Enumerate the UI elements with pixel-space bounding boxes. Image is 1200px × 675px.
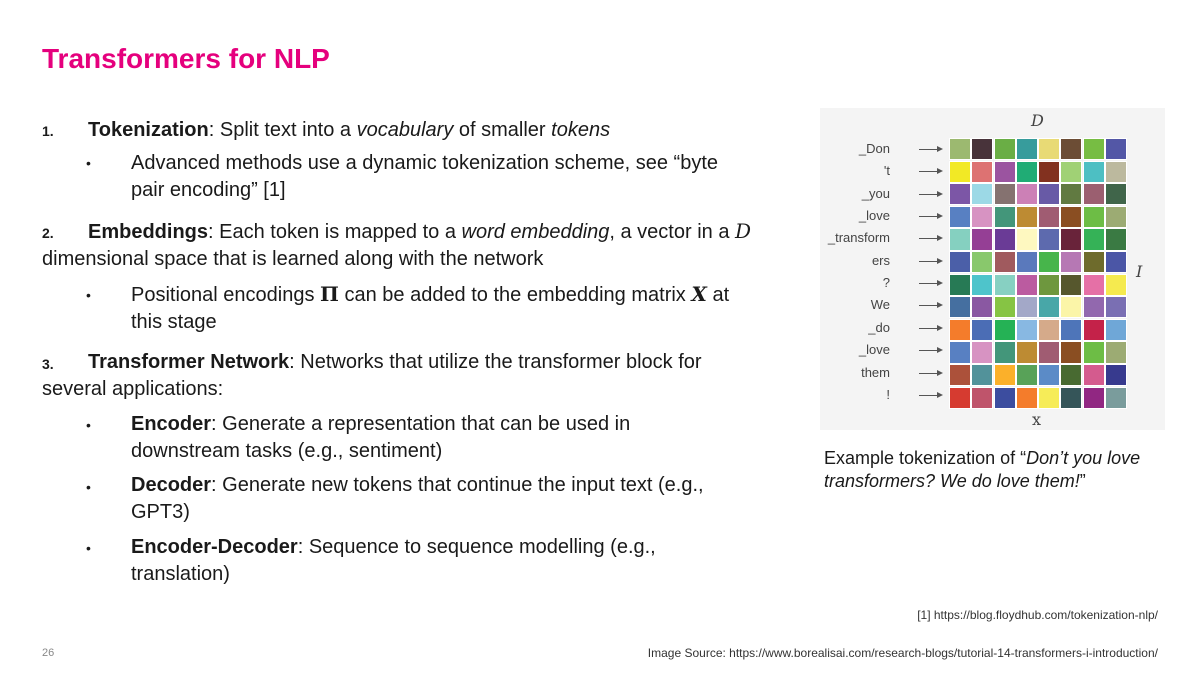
embedding-cell <box>1038 183 1060 205</box>
embedding-cell <box>1060 296 1082 318</box>
embedding-cell <box>994 364 1016 386</box>
sub-item-decoder: Decoder: Generate new tokens that continue the input text (e.g., GPT3) <box>131 474 704 523</box>
item-heading: Transformer Network <box>88 351 290 373</box>
token-label: _love <box>858 208 890 224</box>
token-label: ? <box>882 275 890 291</box>
embedding-cell <box>1083 183 1105 205</box>
i-axis-label: I <box>1136 262 1143 281</box>
token-label: ! <box>886 386 890 402</box>
embedding-cell <box>994 274 1016 296</box>
embedding-cell <box>1105 274 1127 296</box>
embedding-cell <box>949 364 971 386</box>
embedding-cell <box>1016 296 1038 318</box>
embedding-cell <box>1060 251 1082 273</box>
arrow-icon <box>919 328 941 329</box>
embedding-cell <box>1060 138 1082 160</box>
embedding-cell <box>1083 228 1105 250</box>
sub-item: Positional encodings Π can be added to the embedding matrix X at this stage <box>131 282 730 333</box>
embedding-cell <box>971 387 993 409</box>
slide-title: Transformers for NLP <box>42 43 330 74</box>
embedding-cell <box>1038 206 1060 228</box>
embedding-cell <box>1016 274 1038 296</box>
arrow-icon <box>919 171 941 172</box>
embedding-cell <box>1016 183 1038 205</box>
embedding-cell <box>1016 161 1038 183</box>
embedding-cell <box>1060 387 1082 409</box>
arrow-icon <box>919 305 941 306</box>
embedding-cell <box>994 296 1016 318</box>
embedding-cell <box>1016 387 1038 409</box>
token-label: _Don <box>858 141 890 156</box>
embedding-cell <box>1060 341 1082 363</box>
arrow-icon <box>919 216 941 217</box>
item-number: 1. <box>42 123 54 139</box>
embedding-cell <box>949 183 971 205</box>
embedding-cell <box>971 183 993 205</box>
token-label: them <box>861 364 890 380</box>
bullet: • <box>86 479 91 495</box>
embedding-cell <box>1038 138 1060 160</box>
embedding-cell <box>1105 319 1127 341</box>
item-heading: Tokenization <box>88 119 209 141</box>
embedding-cell <box>1060 183 1082 205</box>
embedding-cell <box>1105 183 1127 205</box>
embedding-cell <box>1016 319 1038 341</box>
image-source: Image Source: https://www.borealisai.com/research-blogs/tutorial-14-transformers-i-introduction/ <box>647 646 1158 660</box>
embedding-cell <box>971 341 993 363</box>
embedding-cell <box>949 228 971 250</box>
embedding-cell <box>994 319 1016 341</box>
embedding-cell <box>1105 341 1127 363</box>
embedding-cell <box>971 228 993 250</box>
embedding-cell <box>1105 296 1127 318</box>
x-axis-label: x <box>1032 410 1042 429</box>
embedding-cell <box>994 228 1016 250</box>
sub-item: Advanced methods use a dynamic tokenization scheme, see “byte pair encoding” [1] <box>131 152 718 201</box>
arrow-icon <box>919 283 941 284</box>
embedding-cell <box>1083 206 1105 228</box>
embedding-cell <box>971 206 993 228</box>
item-number: 2. <box>42 225 54 241</box>
embedding-cell <box>1038 364 1060 386</box>
embedding-cell <box>994 138 1016 160</box>
bullet: • <box>86 155 91 171</box>
sub-item-encoder-decoder: Encoder-Decoder: Sequence to sequence modelling (e.g., translation) <box>131 536 656 585</box>
embedding-cell <box>949 387 971 409</box>
embedding-cell <box>1038 274 1060 296</box>
embedding-cell <box>971 251 993 273</box>
embedding-cell <box>949 206 971 228</box>
token-label: 't <box>883 163 890 179</box>
item-heading: Embeddings <box>88 221 209 243</box>
arrow-icon <box>919 238 941 239</box>
embedding-cell <box>1083 138 1105 160</box>
embedding-cell <box>949 296 971 318</box>
embedding-cell <box>994 387 1016 409</box>
embedding-cell <box>1016 341 1038 363</box>
embedding-cell <box>1105 387 1127 409</box>
embedding-cell <box>971 138 993 160</box>
item-number: 3. <box>42 356 54 372</box>
embedding-cell <box>949 319 971 341</box>
arrow-icon <box>919 149 941 150</box>
embedding-cell <box>1038 341 1060 363</box>
embedding-cell <box>1105 138 1127 160</box>
footnote: [1] https://blog.floydhub.com/tokenization-nlp/ <box>917 608 1158 622</box>
embedding-cell <box>1083 341 1105 363</box>
embedding-cell <box>1083 319 1105 341</box>
embedding-cell <box>1016 251 1038 273</box>
embedding-cell <box>1083 387 1105 409</box>
embedding-cell <box>949 161 971 183</box>
embedding-cell <box>1105 228 1127 250</box>
embedding-cell <box>1060 319 1082 341</box>
embedding-cell <box>1083 251 1105 273</box>
bullet: • <box>86 540 91 556</box>
embedding-cell <box>994 341 1016 363</box>
embedding-cell <box>971 296 993 318</box>
embedding-cell <box>1016 364 1038 386</box>
token-label: _do <box>868 319 890 335</box>
embedding-cell <box>1060 274 1082 296</box>
embedding-cell <box>971 274 993 296</box>
embedding-cell <box>1060 206 1082 228</box>
embedding-cell <box>1038 387 1060 409</box>
token-label: _love <box>858 342 890 358</box>
arrow-icon <box>919 350 941 351</box>
arrow-icon <box>919 395 941 396</box>
embedding-cell <box>1083 161 1105 183</box>
embedding-cell <box>1083 296 1105 318</box>
token-label: ers <box>871 252 890 268</box>
embedding-cell <box>949 138 971 160</box>
arrow-icon <box>919 194 941 195</box>
embedding-cell <box>994 161 1016 183</box>
embedding-cell <box>1105 161 1127 183</box>
embedding-cell <box>1016 228 1038 250</box>
arrow-icon <box>919 373 941 374</box>
embedding-cell <box>1016 138 1038 160</box>
embedding-cell <box>1038 251 1060 273</box>
d-axis-label: D <box>1031 111 1044 130</box>
embedding-cell <box>1060 228 1082 250</box>
figure-caption: Example tokenization of “Don’t you love transformers? We do love them!” <box>824 448 1141 491</box>
arrow-icon <box>919 261 941 262</box>
embedding-cell <box>1060 364 1082 386</box>
embedding-cell <box>1038 228 1060 250</box>
embedding-cell <box>1038 319 1060 341</box>
embedding-cell <box>1105 364 1127 386</box>
embedding-cell <box>949 274 971 296</box>
embedding-cell <box>1038 161 1060 183</box>
embedding-cell <box>971 364 993 386</box>
bullet: • <box>86 417 91 433</box>
sub-item-encoder: Encoder: Generate a representation that can be used in downstream tasks (e.g., sentiment) <box>131 413 631 462</box>
token-label: _transform <box>827 230 890 246</box>
token-label: _you <box>861 185 890 201</box>
embedding-cell <box>994 206 1016 228</box>
embedding-cell <box>994 183 1016 205</box>
bullet: • <box>86 287 91 303</box>
embedding-cell <box>1083 274 1105 296</box>
tokenization-figure <box>820 108 1165 430</box>
embedding-cell <box>971 319 993 341</box>
embedding-cell <box>1060 161 1082 183</box>
embedding-cell <box>1016 206 1038 228</box>
embedding-cell <box>994 251 1016 273</box>
embedding-cell <box>949 251 971 273</box>
embedding-cell <box>949 341 971 363</box>
embedding-matrix <box>949 138 1127 409</box>
embedding-cell <box>1083 364 1105 386</box>
page-number: 26 <box>42 647 55 659</box>
embedding-cell <box>1038 296 1060 318</box>
embedding-cell <box>971 161 993 183</box>
embedding-cell <box>1105 206 1127 228</box>
embedding-cell <box>1105 251 1127 273</box>
token-label: We <box>870 297 890 313</box>
